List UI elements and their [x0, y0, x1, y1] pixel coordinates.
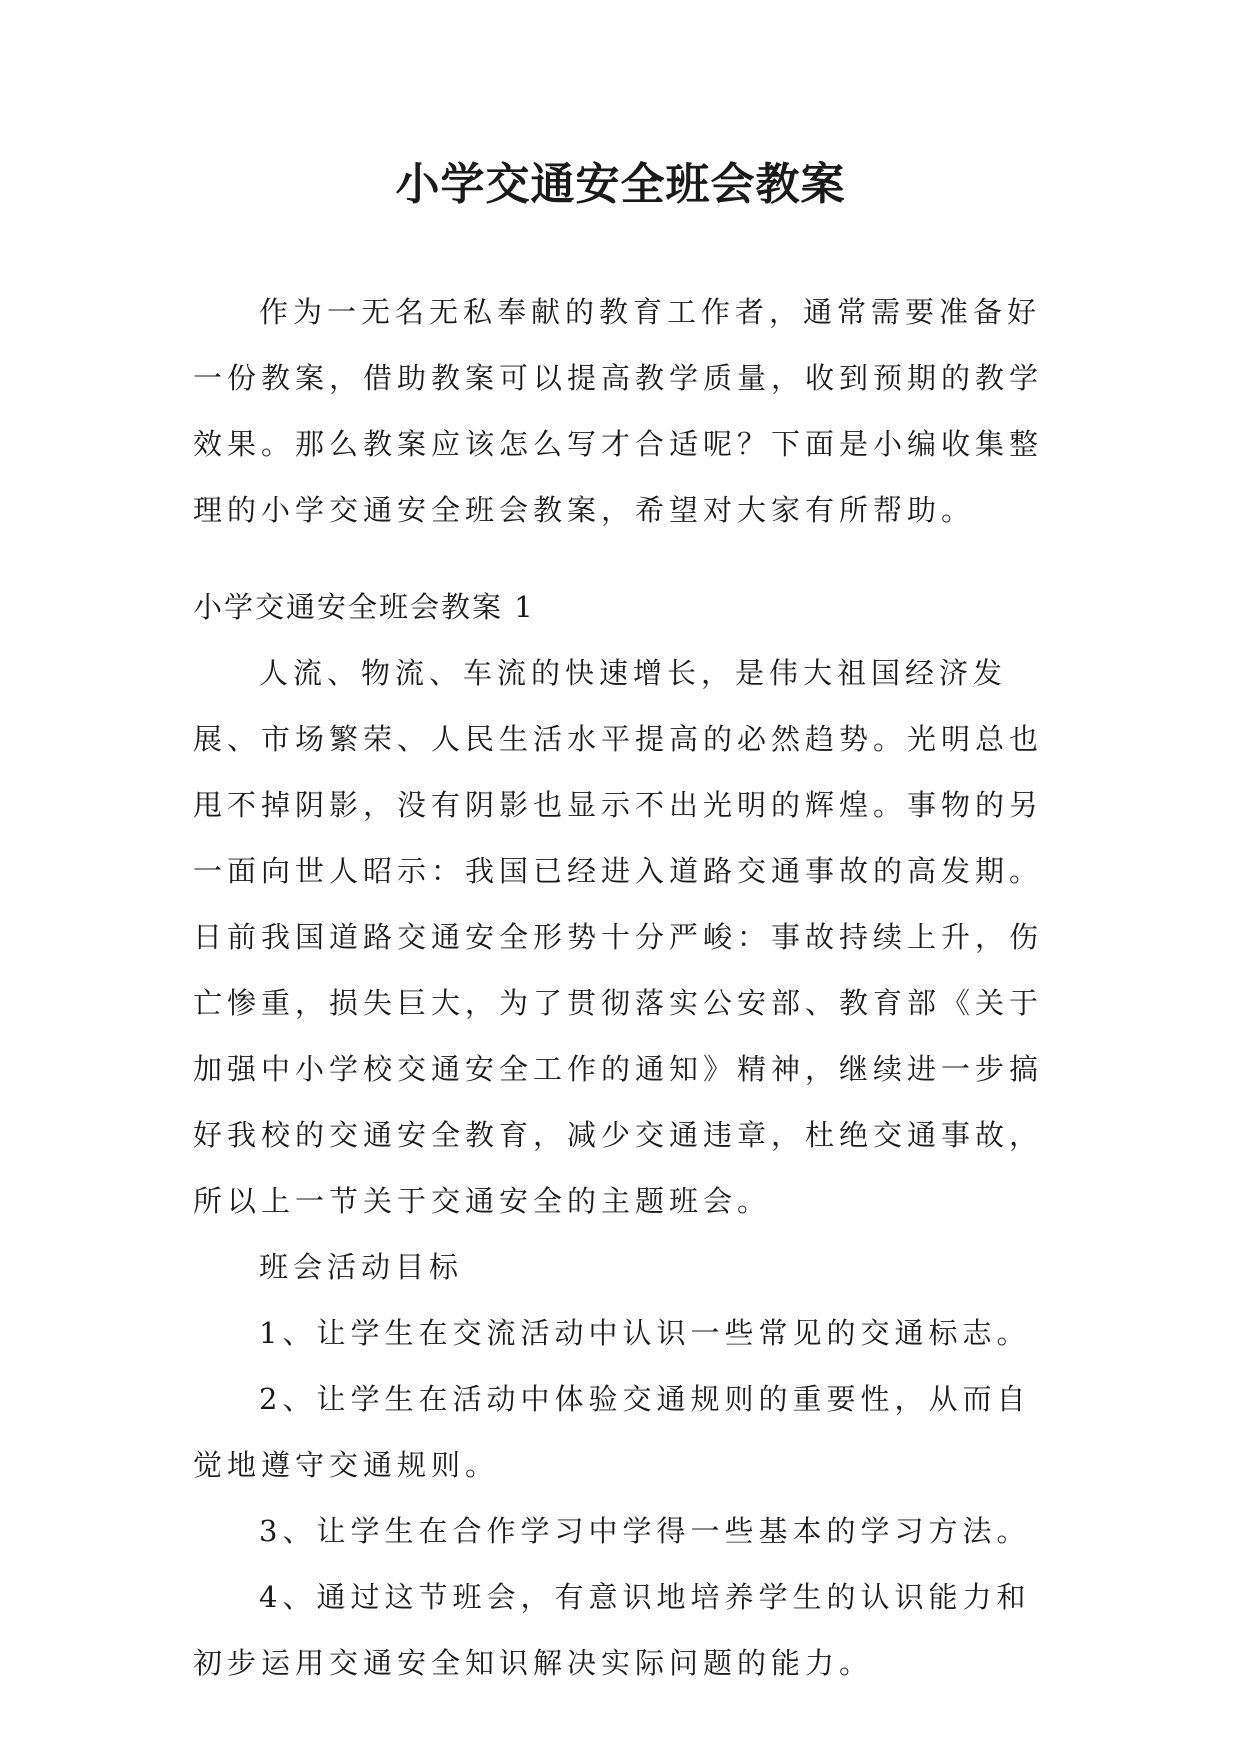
goal-item-3: 3、让学生在合作学习中学得一些基本的学习方法。: [259, 1514, 1031, 1548]
body-paragraph: 人流、物流、车流的快速增长，是伟大祖国经济发展、市场繁荣、人民生活水平提高的必然趋势。光明总也甩不掉阴影，没有阴影也显示不出光明的辉煌。事物的另一面向世人昭示：我国已经进入道路交通事故的高发期。日前我国道路交通安全形势十分严峻：事故持续上升，伤亡惨重，损失巨大，为了贯彻落实公安部、教育部《关于加强中小学校交通安全工作的通知》精神，继续进一步搞好我校的交通安全教育，减少交通违章，杜绝交通事故，所以上一节关于交通安全的主题班会。: [193, 656, 1044, 1218]
section-1: [193, 574, 1053, 1696]
intro-block: [193, 279, 1053, 543]
goal-item-1: 1、让学生在交流活动中认识一些常见的交通标志。: [259, 1316, 1031, 1350]
intro-paragraph: 作为一无名无私奉献的教育工作者，通常需要准备好一份教案，借助教案可以提高教学质量，收到预期的教学效果。那么教案应该怎么写才合适呢？下面是小编收集整理的小学交通安全班会教案，希望对大家有所帮助。: [193, 295, 1044, 527]
section-heading: 小学交通安全班会教案 1: [193, 590, 535, 624]
page-title: 小学交通安全班会教案: [395, 159, 846, 210]
goals-heading: 班会活动目标: [259, 1250, 464, 1284]
goal-item-2: 2、让学生在活动中体验交通规则的重要性，从而自觉地遵守交通规则。: [193, 1382, 1031, 1482]
goal-item-4: 4、通过这节班会，有意识地培养学生的认识能力和初步运用交通安全知识解决实际问题的能力。: [193, 1580, 1031, 1680]
